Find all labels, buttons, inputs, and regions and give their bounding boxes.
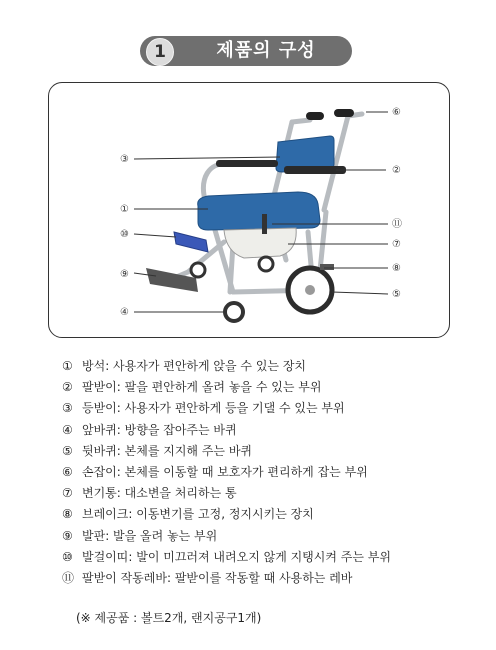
list-item: ⑨ 발판 : 발을 올려 놓는 부위 (62, 528, 218, 543)
list-item: ⑥ 손잡이 : 본체를 이동할 때 보호자가 편리하게 잡는 부위 (62, 464, 368, 479)
callout-4: ④ (120, 307, 129, 318)
callout-2: ② (392, 165, 401, 176)
callout-1: ① (120, 204, 129, 215)
list-item: ② 팔받이 : 팔을 편안하게 올려 놓을 수 있는 부위 (62, 380, 322, 395)
callout-8: ⑧ (392, 263, 401, 274)
left-armrest (216, 160, 278, 167)
callout-3: ③ (120, 154, 129, 165)
list-item: ⑩ 발걸이띠 : 발이 미끄러져 내려오지 않게 지탱시켜 주는 부위 (62, 549, 391, 564)
front-wheel (225, 303, 243, 321)
callout-7: ⑦ (392, 239, 401, 250)
left-handle-grip (306, 112, 324, 120)
callout-11: ⑪ (392, 219, 402, 230)
included-items-note: (※ 제공품 : 볼트2개, 랜지공구1개) (76, 611, 262, 625)
component-list (62, 356, 482, 589)
armrest-lever (262, 214, 267, 234)
list-item: ⑪ 팔받이 작동레바 : 팔받이를 작동할 때 사용하는 레바 (62, 570, 353, 585)
list-item: ⑤ 뒷바퀴 : 본체를 지지해 주는 바퀴 (62, 443, 253, 458)
callout-9: ⑨ (120, 269, 129, 280)
leg-strap (174, 232, 208, 252)
list-item: ⑧ 브레이크 : 이동변기를 고정, 정지시키는 장치 (62, 507, 314, 522)
commode-bucket (224, 228, 296, 258)
commode-wheelchair-illustration (48, 82, 450, 338)
section-title: 제품의 구성 (216, 40, 316, 61)
list-item: ⑦ 변기통 : 대소변을 처리하는 통 (62, 486, 237, 501)
brake-lever (320, 264, 334, 270)
callout-6: ⑥ (392, 107, 401, 118)
section-number-badge: 1 (146, 38, 174, 66)
right-handle-grip (334, 109, 354, 117)
list-item: ③ 등받이 : 사용자가 편안하게 등을 기댈 수 있는 부위 (62, 401, 345, 416)
callout-10: ⑩ (120, 229, 129, 240)
list-item: ① 방석 : 사용자가 편안하게 앉을 수 있는 장치 (62, 359, 306, 373)
callout-5: ⑤ (392, 289, 401, 300)
list-item: ④ 앞바퀴 : 방향을 잡아주는 바퀴 (62, 422, 237, 437)
